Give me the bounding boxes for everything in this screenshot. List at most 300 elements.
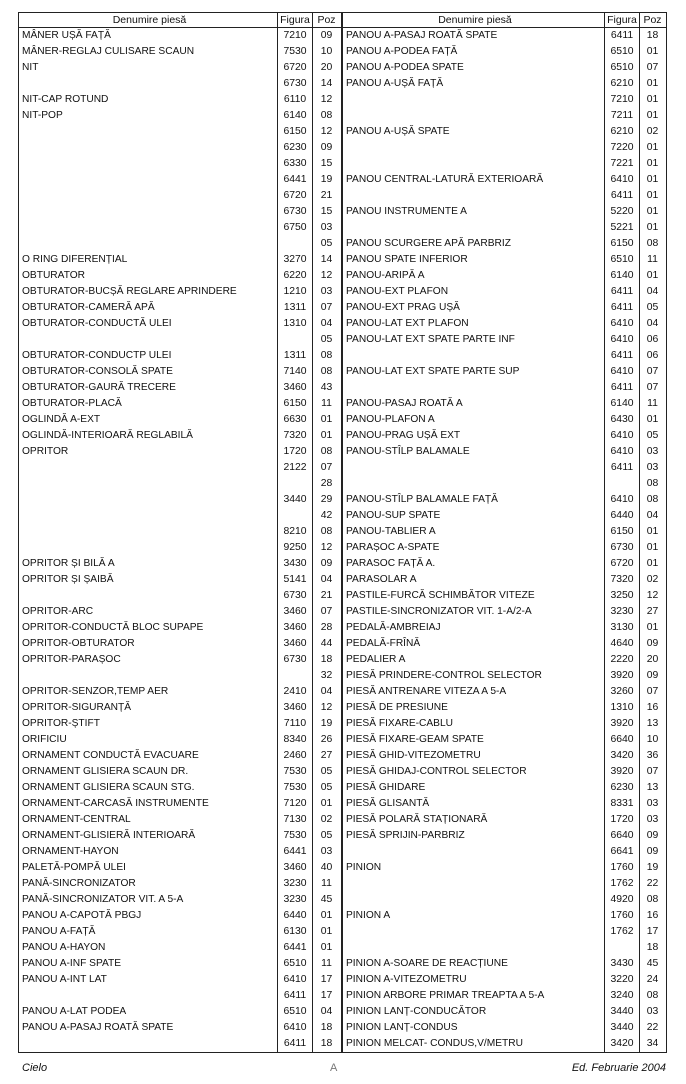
poz-cell: 11	[321, 878, 332, 889]
table-row	[343, 524, 666, 540]
poz-cell: 03	[646, 446, 659, 457]
table-row	[19, 204, 341, 220]
table-row	[19, 636, 341, 652]
table-row	[19, 588, 341, 604]
table-row	[343, 76, 666, 92]
figura-cell: 2460	[278, 748, 313, 764]
poz-cell: 26	[320, 734, 333, 745]
poz-cell: 11	[321, 958, 332, 969]
poz-cell: 27	[646, 606, 659, 617]
part-name-cell: ORNAMENT-CARCASĂ INSTRUMENTE	[19, 796, 278, 812]
part-name-cell: PANOU SCURGERE APĂ PARBRIZ	[343, 236, 605, 252]
part-name-cell: PINION ARBORE PRIMAR TREAPTA A 5-A	[343, 988, 605, 1004]
figura-cell: 6210	[605, 76, 640, 92]
poz-cell: 07	[646, 366, 659, 377]
figura-cell: 3920	[605, 716, 640, 732]
poz-cell: 01	[320, 430, 333, 441]
figura-cell: 3460	[278, 860, 313, 876]
part-name-cell: PIESĂ GHIDAJ-CONTROL SELECTOR	[343, 764, 605, 780]
part-name-cell: PASTILE-SINCRONIZATOR VIT. 1-A/2-A	[343, 604, 605, 620]
figura-cell: 4640	[605, 636, 640, 652]
part-name-cell: PARASOC FAȚĂ A.	[343, 556, 605, 572]
part-name-cell: PINION A-VITEZOMETRU	[343, 972, 605, 988]
header-poz: Poz	[317, 14, 336, 26]
table-row	[19, 140, 341, 156]
poz-cell: 13	[646, 782, 659, 793]
table-row	[343, 988, 666, 1004]
part-name-cell	[19, 204, 278, 220]
part-name-cell	[343, 892, 605, 908]
table-row	[19, 412, 341, 428]
table-row	[19, 300, 341, 316]
poz-cell: 03	[646, 798, 659, 809]
table-row	[343, 412, 666, 428]
figura-cell	[278, 476, 313, 492]
part-name-cell	[343, 380, 605, 396]
table-row	[19, 156, 341, 172]
figura-cell: 6640	[605, 828, 640, 844]
figura-cell: 3220	[605, 972, 640, 988]
part-name-cell: OBTURATOR-CAMERĂ APĂ	[19, 300, 278, 316]
part-name-cell: PASTILE-FURCĂ SCHIMBĂTOR VITEZE	[343, 588, 605, 604]
figura-cell: 6750	[278, 220, 313, 236]
poz-cell: 04	[320, 686, 333, 697]
poz-cell: 29	[320, 494, 333, 505]
table-row	[343, 684, 666, 700]
poz-cell: 05	[320, 766, 333, 777]
poz-cell: 08	[646, 990, 659, 1001]
table-row	[19, 892, 341, 908]
part-name-cell: ORNAMENT GLISIERA SCAUN DR.	[19, 764, 278, 780]
part-name-cell: PANOU CENTRAL-LATURĂ EXTERIOARĂ	[343, 172, 605, 188]
table-row	[19, 220, 341, 236]
table-row	[19, 396, 341, 412]
part-name-cell: PIESĂ POLARĂ STAȚIONARĂ	[343, 812, 605, 828]
table-row	[19, 92, 341, 108]
table-row	[19, 188, 341, 204]
poz-cell: 06	[646, 334, 659, 345]
figura-cell: 6410	[605, 444, 640, 460]
figura-cell: 7120	[278, 796, 313, 812]
poz-cell: 04	[320, 318, 333, 329]
part-name-cell: OGLINDĂ-INTERIOARĂ REGLABILĂ	[19, 428, 278, 444]
part-name-cell: OPRITOR-ȘTIFT	[19, 716, 278, 732]
poz-cell: 19	[320, 718, 333, 729]
table-row	[343, 348, 666, 364]
table-row	[343, 460, 666, 476]
figura-cell: 6720	[278, 188, 313, 204]
part-name-cell: OBTURATOR-CONDUCTP ULEI	[19, 348, 278, 364]
part-name-cell: PANOU A-LAT PODEA	[19, 1004, 278, 1020]
figura-cell: 6430	[605, 412, 640, 428]
figura-cell: 6410	[278, 972, 313, 988]
part-name-cell	[343, 348, 605, 364]
figura-cell: 6410	[605, 364, 640, 380]
table-row	[19, 572, 341, 588]
table-header-left	[19, 13, 341, 28]
part-name-cell: OPRITOR-SIGURANȚĂ	[19, 700, 278, 716]
part-name-cell	[343, 876, 605, 892]
figura-cell: 6730	[605, 540, 640, 556]
figura-cell: 6730	[278, 76, 313, 92]
part-name-cell: PIESĂ FIXARE-GEAM SPATE	[343, 732, 605, 748]
poz-cell: 09	[320, 142, 333, 153]
poz-cell: 03	[320, 846, 333, 857]
table-row	[19, 284, 341, 300]
poz-cell: 18	[646, 30, 659, 41]
table-row	[343, 476, 666, 492]
figura-cell: 6730	[278, 652, 313, 668]
table-row	[343, 316, 666, 332]
part-name-cell: MÂNER UȘĂ FAȚĂ	[19, 28, 278, 44]
part-name-cell: PANOU-EXT PLAFON	[343, 284, 605, 300]
table-row	[19, 812, 341, 828]
figura-cell: 6411	[278, 988, 313, 1004]
table-row	[19, 508, 341, 524]
poz-cell: 08	[320, 446, 333, 457]
part-name-cell: PANOU-LAT EXT SPATE PARTE SUP	[343, 364, 605, 380]
table-row	[343, 908, 666, 924]
table-row	[343, 44, 666, 60]
part-name-cell	[343, 220, 605, 236]
figura-cell: 6410	[605, 172, 640, 188]
table-row	[343, 956, 666, 972]
part-name-cell: PINION LANȚ-CONDUS	[343, 1020, 605, 1036]
part-name-cell: PANOU A-CAPOTĂ PBGJ	[19, 908, 278, 924]
figura-cell: 3440	[278, 492, 313, 508]
table-row	[19, 876, 341, 892]
table-row	[343, 604, 666, 620]
table-row	[19, 316, 341, 332]
table-row	[19, 940, 341, 956]
footer-model: Cielo	[22, 1062, 48, 1074]
poz-cell: 07	[320, 302, 333, 313]
figura-cell: 6410	[605, 316, 640, 332]
figura-cell: 6510	[278, 956, 313, 972]
figura-cell: 3240	[605, 988, 640, 1004]
part-name-cell	[343, 476, 605, 492]
figura-cell: 6130	[278, 924, 313, 940]
figura-cell: 9250	[278, 540, 313, 556]
poz-cell: 01	[646, 622, 659, 633]
poz-cell: 20	[646, 654, 659, 665]
part-name-cell: OBTURATOR-CONDUCTĂ ULEI	[19, 316, 278, 332]
figura-cell: 6410	[605, 428, 640, 444]
table-row	[343, 940, 666, 956]
part-name-cell: ORNAMENT CONDUCTĂ EVACUARE	[19, 748, 278, 764]
table-row	[343, 924, 666, 940]
figura-cell	[605, 940, 640, 956]
poz-cell: 09	[646, 638, 659, 649]
table-row	[343, 844, 666, 860]
figura-cell: 3420	[605, 748, 640, 764]
part-name-cell	[19, 668, 278, 684]
figura-cell: 1762	[605, 876, 640, 892]
table-row	[343, 284, 666, 300]
poz-cell: 18	[320, 1038, 333, 1049]
part-name-cell	[343, 156, 605, 172]
part-name-cell: PANOU-PLAFON A	[343, 412, 605, 428]
table-row	[19, 748, 341, 764]
figura-cell: 6641	[605, 844, 640, 860]
poz-cell: 01	[646, 222, 659, 233]
table-row	[19, 44, 341, 60]
poz-cell: 05	[320, 238, 333, 249]
figura-cell: 6411	[605, 460, 640, 476]
poz-cell: 10	[646, 734, 659, 745]
poz-cell: 09	[646, 846, 659, 857]
part-name-cell	[19, 540, 278, 556]
figura-cell: 3460	[278, 380, 313, 396]
table-row	[343, 380, 666, 396]
part-name-cell	[19, 588, 278, 604]
table-row	[343, 300, 666, 316]
part-name-cell	[19, 76, 278, 92]
part-name-cell: MÂNER-REGLAJ CULISARE SCAUN	[19, 44, 278, 60]
poz-cell: 08	[320, 366, 333, 377]
poz-cell: 01	[646, 46, 659, 57]
poz-cell: 01	[646, 190, 659, 201]
figura-cell: 6441	[278, 844, 313, 860]
part-name-cell: OPRITOR-SENZOR,TEMP AER	[19, 684, 278, 700]
poz-cell: 01	[646, 94, 659, 105]
figura-cell: 1310	[278, 316, 313, 332]
figura-cell: 3230	[278, 876, 313, 892]
part-name-cell: PIESĂ PRINDERE-CONTROL SELECTOR	[343, 668, 605, 684]
part-name-cell	[19, 124, 278, 140]
table-row	[343, 364, 666, 380]
part-name-cell: OBTURATOR-PLACĂ	[19, 396, 278, 412]
parts-table	[18, 12, 667, 1053]
figura-cell: 6411	[605, 188, 640, 204]
figura-cell: 3460	[278, 620, 313, 636]
poz-cell: 01	[646, 526, 659, 537]
poz-cell: 01	[646, 558, 659, 569]
poz-cell: 12	[646, 590, 659, 601]
figura-cell: 3460	[278, 636, 313, 652]
figura-cell: 7221	[605, 156, 640, 172]
header-poz: Poz	[643, 14, 662, 26]
poz-cell: 24	[646, 974, 659, 985]
part-name-cell	[19, 220, 278, 236]
table-row	[343, 140, 666, 156]
poz-cell: 01	[646, 142, 659, 153]
poz-cell: 43	[320, 382, 333, 393]
poz-cell: 09	[646, 670, 659, 681]
figura-cell: 4920	[605, 892, 640, 908]
poz-cell: 07	[646, 766, 659, 777]
part-name-cell	[19, 476, 278, 492]
figura-cell: 7140	[278, 364, 313, 380]
poz-cell: 09	[320, 558, 333, 569]
table-header-right	[343, 13, 666, 28]
poz-cell: 21	[320, 590, 333, 601]
figura-cell: 3420	[605, 1036, 640, 1052]
part-name-cell: PANOU-LAT EXT SPATE PARTE INF	[343, 332, 605, 348]
figura-cell: 7530	[278, 44, 313, 60]
table-row	[343, 444, 666, 460]
table-row	[19, 972, 341, 988]
part-name-cell: PIESĂ GHIDARE	[343, 780, 605, 796]
poz-cell: 11	[647, 398, 658, 409]
part-name-cell: PANOU A-FAȚĂ	[19, 924, 278, 940]
table-row	[19, 908, 341, 924]
figura-cell: 6510	[605, 60, 640, 76]
poz-cell: 18	[646, 942, 659, 953]
table-row	[343, 572, 666, 588]
figura-cell: 6510	[605, 252, 640, 268]
figura-cell: 3270	[278, 252, 313, 268]
table-row	[19, 268, 341, 284]
table-row	[19, 988, 341, 1004]
part-name-cell: PANOU A-UȘĂ FAȚĂ	[343, 76, 605, 92]
part-name-cell	[19, 172, 278, 188]
figura-cell: 6730	[278, 204, 313, 220]
poz-cell: 44	[320, 638, 333, 649]
poz-cell: 01	[646, 78, 659, 89]
part-name-cell: ORNAMENT GLISIERA SCAUN STG.	[19, 780, 278, 796]
part-name-cell	[343, 92, 605, 108]
table-row	[343, 92, 666, 108]
table-row	[19, 428, 341, 444]
part-name-cell: OPRITOR-OBTURATOR	[19, 636, 278, 652]
figura-cell: 3440	[605, 1004, 640, 1020]
figura-cell: 5141	[278, 572, 313, 588]
figura-cell: 1311	[278, 348, 313, 364]
figura-cell: 7110	[278, 716, 313, 732]
table-row	[343, 732, 666, 748]
figura-cell: 1760	[605, 860, 640, 876]
part-name-cell: OBTURATOR-CONSOLĂ SPATE	[19, 364, 278, 380]
poz-cell: 07	[646, 62, 659, 73]
figura-cell: 8340	[278, 732, 313, 748]
part-name-cell	[343, 844, 605, 860]
figura-cell: 7130	[278, 812, 313, 828]
table-row	[19, 60, 341, 76]
poz-cell: 08	[646, 478, 659, 489]
poz-cell: 05	[646, 430, 659, 441]
poz-cell: 03	[646, 1006, 659, 1017]
poz-cell: 17	[320, 990, 333, 1001]
figura-cell	[278, 668, 313, 684]
part-name-cell: PINION LANȚ-CONDUCĂTOR	[343, 1004, 605, 1020]
poz-cell: 02	[320, 814, 333, 825]
figura-cell: 6110	[278, 92, 313, 108]
table-row	[343, 236, 666, 252]
figura-cell	[605, 476, 640, 492]
poz-cell: 01	[646, 110, 659, 121]
part-name-cell: OBTURATOR	[19, 268, 278, 284]
table-row	[19, 332, 341, 348]
figura-cell: 5220	[605, 204, 640, 220]
table-row	[19, 604, 341, 620]
figura-cell	[278, 332, 313, 348]
figura-cell: 3920	[605, 764, 640, 780]
part-name-cell: PALETĂ-POMPĂ ULEI	[19, 860, 278, 876]
part-name-cell: PARASOLAR A	[343, 572, 605, 588]
table-row	[343, 508, 666, 524]
figura-cell: 2122	[278, 460, 313, 476]
part-name-cell: O RING DIFERENȚIAL	[19, 252, 278, 268]
figura-cell: 7320	[605, 572, 640, 588]
figura-cell: 2220	[605, 652, 640, 668]
part-name-cell: PANOU A-PODEA SPATE	[343, 60, 605, 76]
table-row	[19, 1036, 341, 1052]
table-row	[343, 716, 666, 732]
part-name-cell: PARAȘOC A-SPATE	[343, 540, 605, 556]
table-row	[343, 28, 666, 44]
poz-cell: 06	[646, 350, 659, 361]
poz-cell: 03	[320, 222, 333, 233]
figura-cell: 6210	[605, 124, 640, 140]
poz-cell: 01	[320, 798, 333, 809]
poz-cell: 01	[320, 414, 333, 425]
table-row	[19, 684, 341, 700]
header-name: Denumire piesă	[343, 13, 605, 27]
figura-cell: 1760	[605, 908, 640, 924]
poz-cell: 08	[320, 350, 333, 361]
table-row	[343, 812, 666, 828]
figura-cell: 6150	[278, 124, 313, 140]
poz-cell: 19	[646, 862, 659, 873]
figura-cell: 6730	[278, 588, 313, 604]
table-row	[19, 108, 341, 124]
poz-cell: 04	[646, 286, 659, 297]
poz-cell: 36	[646, 750, 659, 761]
figura-cell: 8331	[605, 796, 640, 812]
part-name-cell	[19, 524, 278, 540]
part-name-cell: PINION MELCAT- CONDUS,V/METRU	[343, 1036, 605, 1052]
part-name-cell	[19, 188, 278, 204]
poz-cell: 02	[646, 126, 659, 137]
part-name-cell	[19, 156, 278, 172]
table-row	[343, 668, 666, 684]
figura-cell: 6220	[278, 268, 313, 284]
part-name-cell: PIESĂ SPRIJIN-PARBRIZ	[343, 828, 605, 844]
part-name-cell: PANĂ-SINCRONIZATOR	[19, 876, 278, 892]
part-name-cell: PIESĂ ANTRENARE VITEZA A 5-A	[343, 684, 605, 700]
poz-cell: 12	[320, 702, 333, 713]
poz-cell: 12	[320, 270, 333, 281]
part-name-cell: PANOU A-INF SPATE	[19, 956, 278, 972]
poz-cell: 03	[646, 462, 659, 473]
poz-cell: 22	[646, 1022, 659, 1033]
part-name-cell	[343, 140, 605, 156]
part-name-cell: PINION	[343, 860, 605, 876]
table-row	[343, 396, 666, 412]
figura-cell: 6411	[605, 380, 640, 396]
part-name-cell	[343, 108, 605, 124]
part-name-cell: PANOU INSTRUMENTE A	[343, 204, 605, 220]
table-row	[343, 1036, 666, 1052]
poz-cell: 04	[646, 510, 659, 521]
poz-cell: 01	[320, 910, 333, 921]
poz-cell: 07	[320, 462, 333, 473]
poz-cell: 14	[320, 78, 333, 89]
table-row	[343, 252, 666, 268]
part-name-cell	[19, 988, 278, 1004]
figura-cell: 6720	[605, 556, 640, 572]
part-name-cell: PANOU A-PASAJ ROATĂ SPATE	[19, 1020, 278, 1036]
poz-cell: 18	[320, 654, 333, 665]
table-row	[343, 124, 666, 140]
part-name-cell: OPRITOR	[19, 444, 278, 460]
poz-cell: 07	[320, 606, 333, 617]
figura-cell: 3430	[605, 956, 640, 972]
poz-cell: 19	[320, 174, 333, 185]
part-name-cell	[343, 188, 605, 204]
figura-cell: 6410	[278, 1020, 313, 1036]
